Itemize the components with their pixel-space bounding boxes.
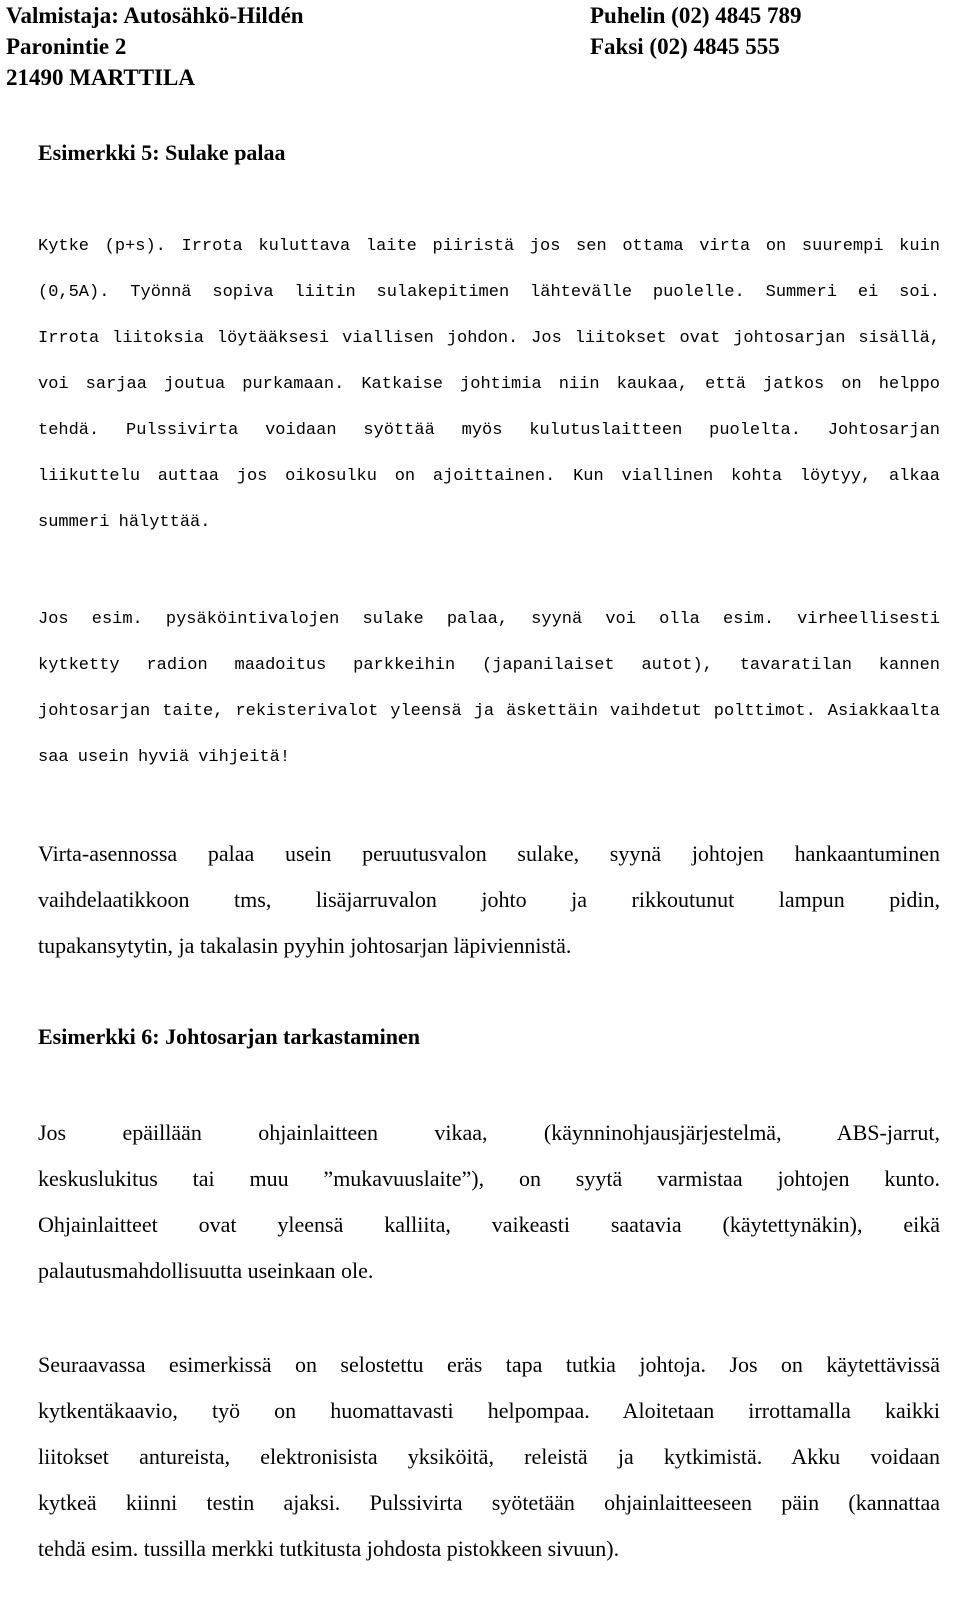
text-line: Jos esim. pysäköintivalojen sulake palaa, syynä voi olla esim. virheellisesti — [38, 610, 940, 629]
manufacturer-name: Valmistaja: Autosähkö-Hildén — [6, 3, 304, 28]
text-line: Seuraavassa esimerkissä on selostettu eräs tapa tutkia johtoja. Jos on käytettävissä — [38, 1352, 940, 1377]
text-line: palautusmahdollisuutta useinkaan ole. — [38, 1258, 374, 1283]
example6-paragraph-1 — [38, 1110, 940, 1294]
phone-number: Puhelin (02) 4845 789 — [590, 3, 802, 28]
example5-paragraph-1 — [38, 224, 940, 546]
text-line: saa usein hyviä vihjeitä! — [38, 748, 291, 767]
text-line: vaihdelaatikkoon tms, lisäjarruvalon johto ja rikkoutunut lampun pidin, — [38, 887, 940, 912]
text-line: liitokset antureista, elektronisista yksiköitä, releistä ja kytkimistä. Akku voidaan — [38, 1444, 940, 1469]
text-line: Irrota liitoksia löytääksesi viallisen johdon. Jos liitokset ovat johtosarjan sisällä, — [38, 329, 940, 348]
text-line: tehdä. Pulssivirta voidaan syöttää myös kulutuslaitteen puolelta. Johtosarjan — [38, 421, 940, 440]
text-line: keskuslukitus tai muu ”mukavuuslaite”), on syytä varmistaa johtojen kunto. — [38, 1166, 940, 1191]
example6-paragraph-2 — [38, 1342, 940, 1572]
text-line: kytkentäkaavio, työ on huomattavasti helpompaa. Aloitetaan irrottamalla kaikki — [38, 1398, 940, 1423]
text-line: tupakansytytin, ja takalasin pyyhin johtosarjan läpiviennistä. — [38, 933, 572, 958]
text-line: liikuttelu auttaa jos oikosulku on ajoittainen. Kun viallinen kohta löytyy, alkaa — [38, 467, 940, 486]
postal-address: 21490 MARTTILA — [6, 65, 195, 90]
text-line: kytkeä kiinni testin ajaksi. Pulssivirta syötetään ohjainlaitteeseen päin (kannattaa — [38, 1490, 940, 1515]
text-line: voi sarjaa joutua purkamaan. Katkaise johtimia niin kaukaa, että jatkos on helppo — [38, 375, 940, 394]
text-line: (0,5A). Työnnä sopiva liitin sulakepitimen lähtevälle puolelle. Summeri ei soi. — [38, 283, 940, 302]
example6-heading: Esimerkki 6: Johtosarjan tarkastaminen — [38, 1024, 420, 1049]
text-line: johtosarjan taite, rekisterivalot yleensä ja äskettäin vaihdetut polttimot. Asiakkaalta — [38, 702, 940, 721]
example5-paragraph-3 — [38, 831, 940, 969]
text-line: Virta-asennossa palaa usein peruutusvalon sulake, syynä johtojen hankaantuminen — [38, 841, 940, 866]
text-line: tehdä esim. tussilla merkki tutkitusta johdosta pistokkeen sivuun). — [38, 1536, 620, 1561]
text-line: kytketty radion maadoitus parkkeihin (japanilaiset autot), tavaratilan kannen — [38, 656, 940, 675]
fax-number: Faksi (02) 4845 555 — [590, 34, 780, 59]
text-line: summeri hälyttää. — [38, 513, 211, 532]
example5-paragraph-2 — [38, 597, 940, 781]
text-line: Kytke (p+s). Irrota kuluttava laite piiristä jos sen ottama virta on suurempi kuin — [38, 237, 940, 256]
text-line: Jos epäillään ohjainlaitteen vikaa, (käynninohjausjärjestelmä, ABS-jarrut, — [38, 1120, 940, 1145]
example5-heading: Esimerkki 5: Sulake palaa — [38, 140, 286, 165]
text-line: Ohjainlaitteet ovat yleensä kalliita, vaikeasti saatavia (käytettynäkin), eikä — [38, 1212, 940, 1237]
street-address: Paronintie 2 — [6, 34, 127, 59]
